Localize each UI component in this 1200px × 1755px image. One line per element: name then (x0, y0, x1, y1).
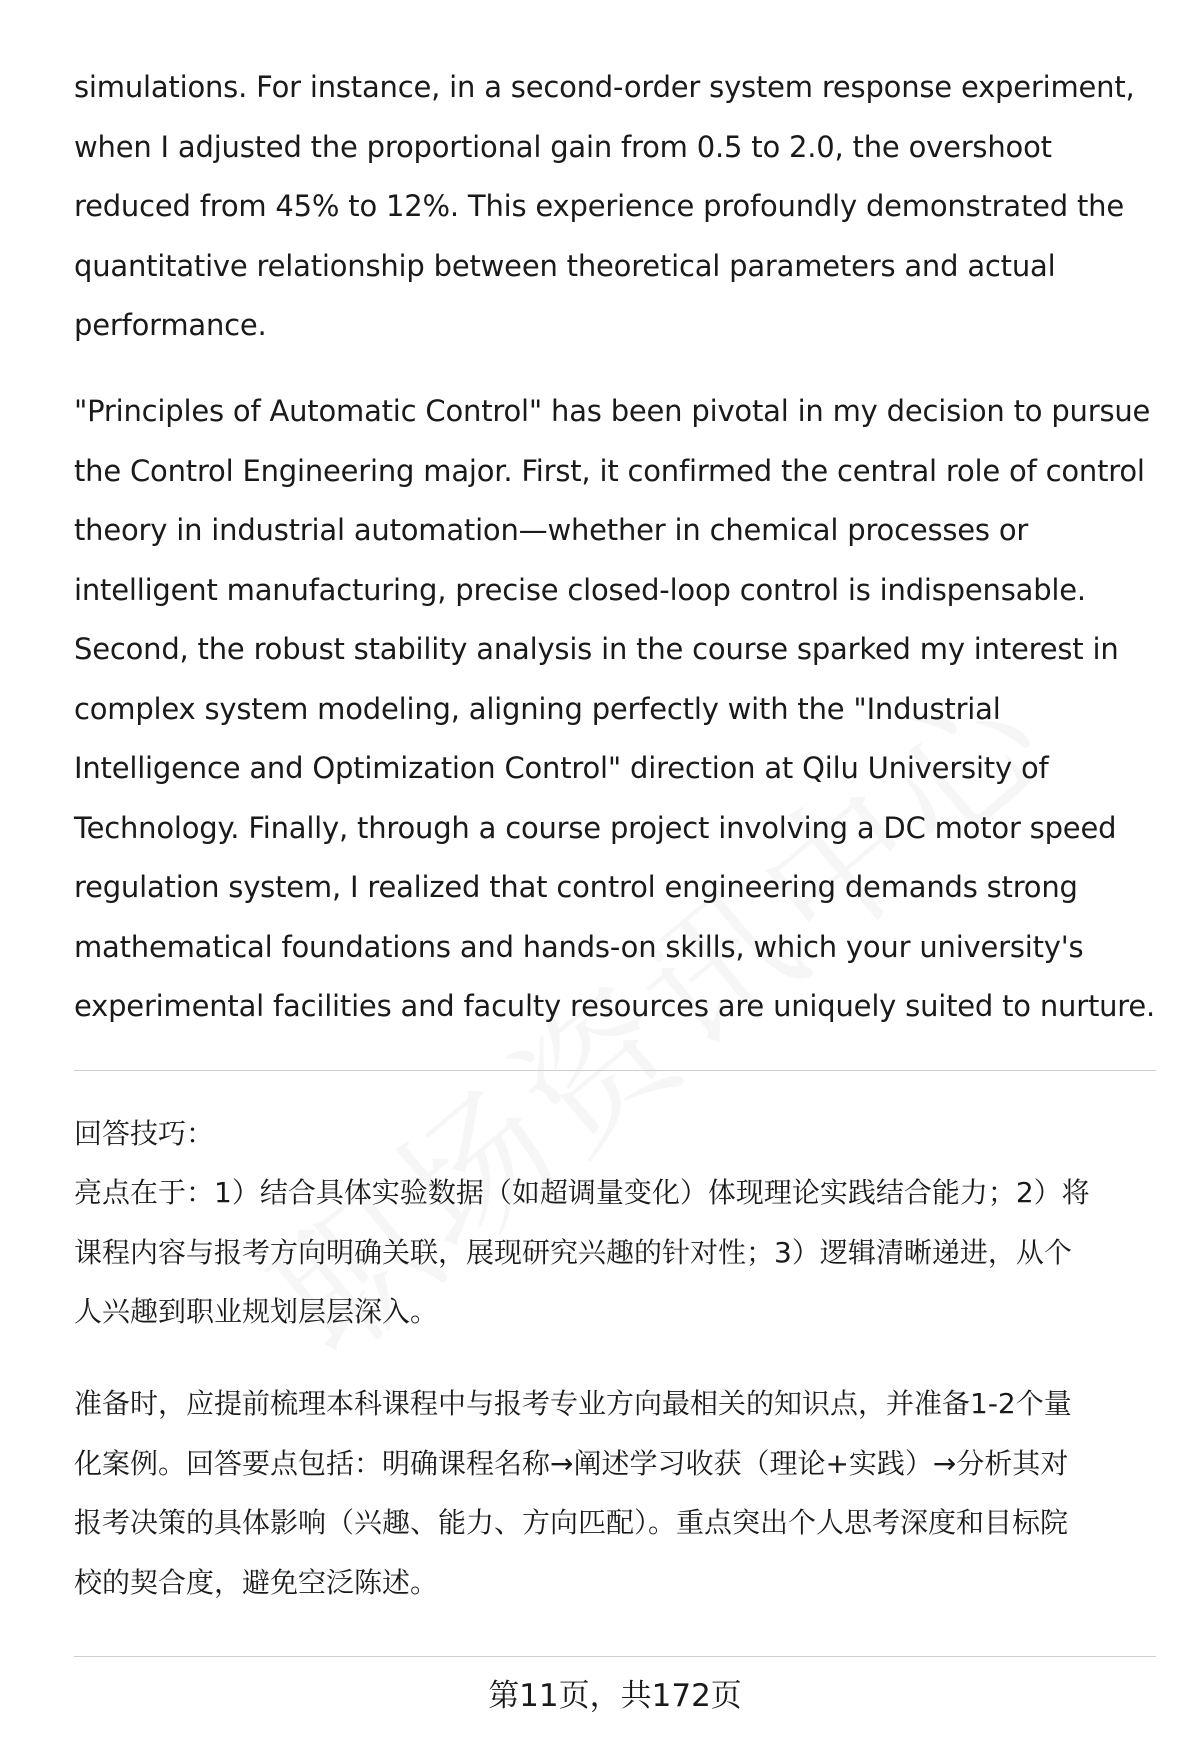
text-line: Technology. Finally, through a course project involving a DC motor speed (74, 810, 1117, 845)
text-line: mathematical foundations and hands-on skills, which your university's (74, 929, 1084, 964)
text-line: Intelligence and Optimization Control" direction at Qilu University of (74, 751, 1049, 785)
document-page (74, 0, 1160, 1755)
section-divider (74, 1070, 1156, 1071)
answer-paragraph-1 (74, 58, 1135, 356)
text-line: 回答技巧： (74, 1117, 215, 1150)
text-line: 人兴趣到职业规划层层深入。 (74, 1295, 439, 1328)
text-line: "Principles of Automatic Control" has been pivotal in my decision to pursue (74, 394, 1151, 428)
text-line: quantitative relationship between theoretical parameters and actual (74, 248, 1056, 283)
text-line: theory in industrial automation—whether in chemical processes or (74, 513, 1029, 547)
text-line: 校的契合度，避免空泛陈述。 (74, 1565, 439, 1599)
footer-divider (74, 1656, 1156, 1657)
text-line: 报考决策的具体影响（兴趣、能力、方向匹配）。重点突出个人思考深度和目标院 (74, 1506, 1069, 1539)
tips-paragraph-1 (74, 1163, 1090, 1342)
tips-heading (74, 1104, 214, 1164)
text-line: 亮点在于：1）结合具体实验数据（如超调量变化）体现理论实践结合能力；2）将 (74, 1176, 1090, 1209)
text-line: regulation system, I realized that control engineering demands strong (74, 870, 1078, 904)
text-line: when I adjusted the proportional gain from 0.5 to 2.0, the overshoot (74, 129, 1052, 164)
text-line: complex system modeling, aligning perfectly with the "Industrial (74, 691, 1001, 726)
text-line: simulations. For instance, in a second-order system response experiment, (74, 70, 1135, 104)
answer-paragraph-2 (74, 382, 1155, 1037)
text-line: reduced from 45% to 12%. This experience profoundly demonstrated the (74, 189, 1124, 223)
text-line: the Control Engineering major. First, it confirmed the central role of control (74, 453, 1145, 488)
text-line: 化案例。回答要点包括：明确课程名称→阐述学习收获（理论+实践）→分析其对 (74, 1446, 1069, 1480)
text-line: 课程内容与报考方向明确关联，展现研究兴趣的针对性；3）逻辑清晰递进，从个 (74, 1235, 1072, 1269)
text-line: Second, the robust stability analysis in the course sparked my interest in (74, 632, 1119, 666)
text-line: intelligent manufacturing, precise closed-loop control is indispensable. (74, 572, 1086, 607)
text-line: performance. (74, 308, 267, 342)
text-line: 准备时，应提前梳理本科课程中与报考专业方向最相关的知识点，并准备1-2个量 (74, 1387, 1072, 1420)
tips-paragraph-2 (74, 1374, 1072, 1612)
page-number: 第11页，共172页 (488, 1678, 742, 1714)
text-line: experimental facilities and faculty resources are uniquely suited to nurture. (74, 989, 1156, 1023)
